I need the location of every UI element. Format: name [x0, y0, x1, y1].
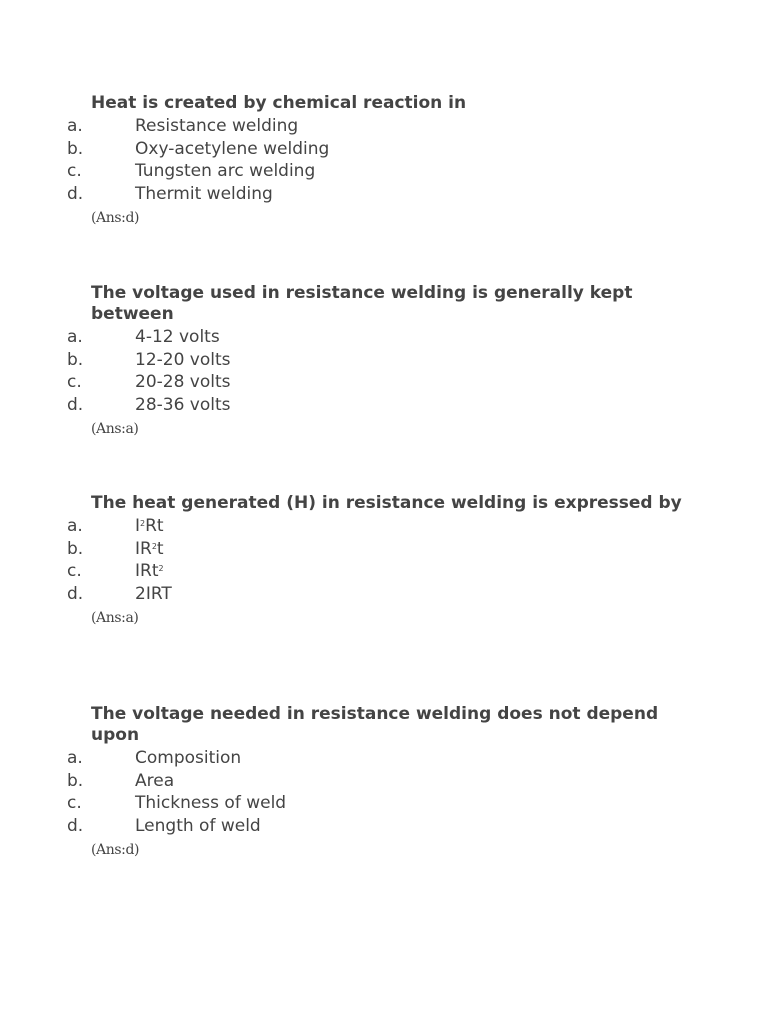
answer-key: (Ans:d) [91, 841, 140, 858]
option-letter: a. [67, 516, 83, 536]
question-2 [0, 283, 768, 438]
option-d [0, 394, 768, 417]
option-a [0, 747, 768, 770]
question-text: The heat generated (H) in resistance welding is expressed by [91, 493, 682, 513]
option-list [0, 115, 768, 206]
option-letter: c. [67, 372, 82, 393]
option-letter: d. [67, 184, 84, 205]
option-text: Length of weld [135, 816, 261, 837]
option-text: Thermit welding [135, 184, 273, 205]
formula-superscript: 2 [140, 519, 146, 528]
answer-key: (Ans:a) [91, 420, 139, 437]
answer-key: (Ans:a) [91, 609, 139, 626]
option-d [0, 815, 768, 838]
option-formula [135, 560, 164, 583]
option-c [0, 160, 768, 183]
option-list [0, 747, 768, 838]
option-list [0, 515, 768, 606]
option-b [0, 538, 768, 561]
option-list [0, 326, 768, 417]
option-c [0, 560, 768, 583]
option-b [0, 770, 768, 793]
option-c [0, 792, 768, 815]
option-formula [135, 583, 172, 606]
formula-superscript: 2 [158, 564, 164, 574]
option-letter: c. [67, 161, 82, 182]
option-formula [135, 538, 164, 561]
option-letter: b. [67, 538, 84, 559]
formula-base: 2IRT [135, 584, 172, 605]
option-formula [135, 515, 164, 538]
formula-base: IRt [135, 561, 159, 582]
question-4 [0, 704, 768, 859]
question-text: Heat is created by chemical reaction in [91, 93, 467, 113]
question-3 [0, 493, 768, 627]
option-text: 28-36 volts [135, 395, 231, 416]
option-letter: b. [67, 770, 84, 791]
option-d [0, 183, 768, 206]
option-letter: a. [67, 748, 83, 768]
formula-superscript: 2 [151, 541, 157, 551]
question-text: The voltage needed in resistance welding does not depend upon [91, 704, 659, 745]
option-letter: b. [67, 138, 84, 159]
option-d [0, 583, 768, 606]
option-a [0, 326, 768, 349]
option-text: Thickness of weld [135, 793, 287, 814]
question-text: The voltage used in resistance welding is generally kept between [91, 283, 633, 324]
formula-base: IR [135, 538, 152, 559]
option-text: 20-28 volts [135, 372, 231, 393]
option-text: Composition [135, 748, 242, 768]
option-b [0, 138, 768, 161]
option-letter: a. [67, 327, 83, 347]
option-a [0, 115, 768, 138]
option-letter: c. [67, 561, 82, 582]
option-text: Area [135, 770, 175, 791]
option-letter: c. [67, 793, 82, 814]
formula-rest: Rt [145, 516, 164, 536]
option-letter: a. [67, 116, 83, 136]
option-text: Oxy-acetylene welding [135, 138, 330, 159]
option-letter: d. [67, 816, 84, 837]
option-c [0, 371, 768, 394]
option-text: Resistance welding [135, 116, 299, 136]
formula-base: I [135, 516, 141, 536]
option-text: 4-12 volts [135, 327, 220, 347]
option-letter: b. [67, 349, 84, 370]
answer-key: (Ans:d) [91, 209, 140, 226]
option-text: 12-20 volts [135, 349, 231, 370]
option-a [0, 515, 768, 538]
option-letter: d. [67, 584, 84, 605]
option-letter: d. [67, 395, 84, 416]
question-1 [0, 93, 768, 227]
formula-rest: t [156, 538, 164, 559]
option-text: Tungsten arc welding [135, 161, 316, 182]
option-b [0, 349, 768, 372]
